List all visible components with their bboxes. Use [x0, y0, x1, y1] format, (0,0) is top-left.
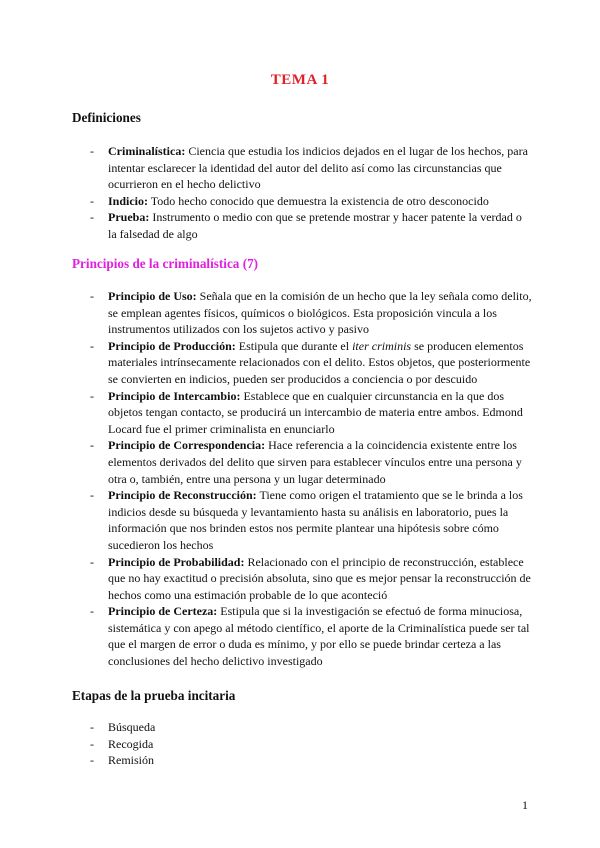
page-title: TEMA 1: [270, 72, 330, 88]
heading-principios: Principios de la criminalística (7): [72, 256, 259, 271]
list-item: [72, 437, 532, 487]
bullet-dash: -: [90, 210, 94, 225]
list-item: [72, 288, 532, 338]
definiciones-list: [72, 143, 532, 243]
term: Principio de Correspondencia:: [108, 438, 266, 453]
list-item: [72, 193, 532, 210]
bullet-dash: -: [90, 488, 94, 503]
etapa-text: Recogida: [108, 736, 154, 751]
bullet-dash: -: [90, 388, 94, 403]
heading-etapas: Etapas de la prueba incitaria: [72, 688, 236, 703]
list-item: [72, 603, 532, 669]
bullet-dash: -: [90, 720, 94, 734]
list-item: [72, 752, 532, 769]
term: Principio de Reconstrucción:: [108, 488, 257, 503]
definition: Establece que en cualquier circunstancia en la que dos objetos tengan contacto, se producirá un intercambio de materia entre ambos. Edmond Locard fue el primer criminalista en enunciarlo: [108, 388, 523, 436]
list-item: [72, 209, 532, 242]
definition: Estipula que durante el: [235, 338, 353, 353]
term: Principio de Uso:: [108, 289, 197, 303]
definition: Tiene como origen el tratamiento que se le brinda a los indicios desde su búsqueda y levantamiento hasta su análisis en laboratorio, pues la información que nos brinden estos nos permite plantear una hipótesis sobre cómo sucedieron los hechos: [108, 488, 523, 552]
list-item: [72, 338, 532, 388]
etapa-text: Remisión: [108, 753, 155, 768]
list-item: [72, 736, 532, 753]
bullet-dash: -: [90, 289, 94, 303]
bullet-dash: -: [90, 604, 94, 619]
term: Prueba:: [108, 210, 150, 225]
term: Principio de Certeza:: [108, 604, 218, 619]
heading-definiciones: Definiciones: [72, 110, 141, 125]
list-item: [72, 143, 532, 193]
bullet-dash: -: [90, 338, 94, 353]
definition: Instrumento o medio con que se pretende mostrar y hacer patente la verdad o la falsedad de algo: [108, 210, 522, 241]
list-item: [72, 487, 532, 553]
italic-term: iter criminis: [352, 338, 412, 353]
term: Principio de Producción:: [108, 338, 236, 353]
principios-list: [72, 288, 532, 670]
term: Indicio:: [108, 193, 149, 208]
bullet-dash: -: [90, 554, 94, 569]
definition: Relacionado con el principio de reconstrucción, establece que no hay exactitud o precisión absoluta, sino que es mejor pensar la reconstrucción de hechos como una estimación probable de lo que aconteció: [108, 554, 531, 602]
list-item: [72, 388, 532, 438]
definition: Señala que en la comisión de un hecho que la ley señala como delito, se emplean agentes físicos, químicos o biológicos. Esta proposición vincula a los instrumentos utilizados con los sujetos activo y pasivo: [108, 289, 532, 337]
bullet-dash: -: [90, 144, 94, 158]
bullet-dash: -: [90, 438, 94, 453]
bullet-dash: -: [90, 193, 94, 208]
bullet-dash: -: [90, 736, 94, 751]
term: Criminalística:: [108, 144, 186, 158]
list-item: [72, 719, 532, 736]
definition: Ciencia que estudia los indicios dejados en el lugar de los hechos, para intentar esclarecer la identidad del autor del delito así como las circunstancias que ocurrieron en el hecho delictivo: [108, 144, 528, 192]
page-number: 1: [522, 798, 528, 812]
definition: Estipula que si la investigación se efectuó de forma minuciosa, sistemática y con apego al método científico, el aporte de la Criminalística puede ser tal que el margen de error o duda es mínimo, y por ello se puede brindar certeza a las conclusiones del hecho delictivo investigado: [108, 604, 530, 669]
definition: se producen elementos materiales intrínsecamente relacionados con el delito. Estos objetos, que posteriormente se convierten en indicios, pueden ser producidos a conciencia o por descuido: [108, 338, 531, 386]
definition: Hace referencia a la coincidencia existente entre los elementos derivados del delito que sirven para establecer vínculos entre una persona y otra o, también, entre una persona y un lugar determinado: [108, 438, 522, 486]
etapas-list: [72, 719, 532, 769]
term: Principio de Probabilidad:: [108, 554, 245, 569]
list-item: [72, 554, 532, 604]
etapa-text: Búsqueda: [108, 720, 156, 734]
bullet-dash: -: [90, 753, 94, 768]
definition: Todo hecho conocido que demuestra la existencia de otro desconocido: [148, 193, 489, 208]
term: Principio de Intercambio:: [108, 388, 241, 403]
